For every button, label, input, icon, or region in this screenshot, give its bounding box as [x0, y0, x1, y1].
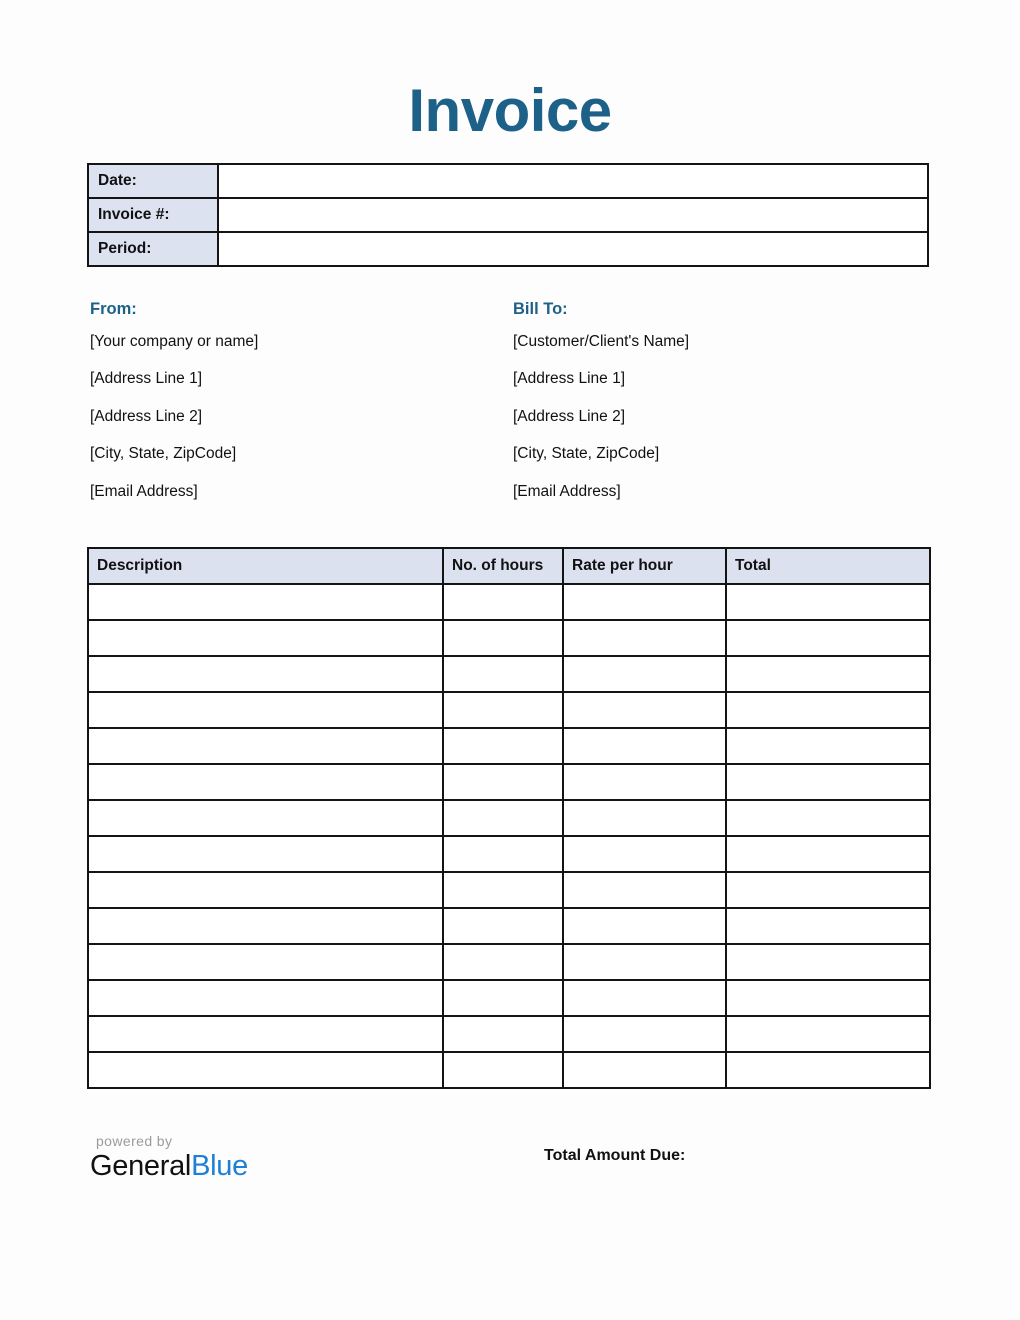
cell-rate[interactable] — [563, 764, 726, 800]
meta-label-invoice-number: Invoice #: — [88, 198, 218, 232]
column-header-total: Total — [726, 548, 930, 584]
from-line-address-2[interactable]: [Address Line 2] — [90, 407, 203, 425]
table-row — [88, 232, 928, 266]
bill-to-line-address-2[interactable]: [Address Line 2] — [513, 407, 626, 425]
page-title: Invoice — [408, 77, 612, 144]
cell-description[interactable] — [88, 800, 443, 836]
table-row — [88, 944, 930, 980]
table-row — [88, 584, 930, 620]
from-block — [88, 300, 509, 520]
bill-to-line-city-state-zip[interactable]: [City, State, ZipCode] — [513, 445, 660, 463]
cell-description[interactable] — [88, 836, 443, 872]
cell-hours[interactable] — [443, 836, 563, 872]
cell-hours[interactable] — [443, 800, 563, 836]
logo-word-general: General — [90, 1150, 192, 1183]
cell-total[interactable] — [726, 836, 930, 872]
bill-to-line-email[interactable]: [Email Address] — [513, 482, 621, 500]
cell-total[interactable] — [726, 584, 930, 620]
line-items-body — [88, 584, 930, 1088]
cell-description[interactable] — [88, 944, 443, 980]
cell-hours[interactable] — [443, 620, 563, 656]
bill-to-line-address-1[interactable]: [Address Line 1] — [513, 370, 626, 388]
cell-rate[interactable] — [563, 980, 726, 1016]
table-row — [88, 836, 930, 872]
cell-description[interactable] — [88, 584, 443, 620]
cell-hours[interactable] — [443, 584, 563, 620]
cell-total[interactable] — [726, 1052, 930, 1088]
cell-rate[interactable] — [563, 728, 726, 764]
table-row — [88, 800, 930, 836]
cell-rate[interactable] — [563, 620, 726, 656]
table-row — [88, 728, 930, 764]
meta-label-period: Period: — [88, 232, 218, 266]
cell-total[interactable] — [726, 1016, 930, 1052]
meta-value-date[interactable] — [218, 164, 928, 198]
cell-total[interactable] — [726, 944, 930, 980]
cell-hours[interactable] — [443, 872, 563, 908]
cell-total[interactable] — [726, 872, 930, 908]
table-row — [88, 692, 930, 728]
logo-powered-by-text: powered by — [96, 1133, 173, 1149]
cell-description[interactable] — [88, 620, 443, 656]
cell-hours[interactable] — [443, 728, 563, 764]
from-heading: From: — [90, 300, 137, 318]
from-line-city-state-zip[interactable]: [City, State, ZipCode] — [90, 445, 237, 463]
cell-rate[interactable] — [563, 944, 726, 980]
cell-rate[interactable] — [563, 872, 726, 908]
cell-rate[interactable] — [563, 1052, 726, 1088]
cell-total[interactable] — [726, 728, 930, 764]
cell-total[interactable] — [726, 800, 930, 836]
bill-to-heading: Bill To: — [513, 300, 568, 318]
table-row — [88, 198, 928, 232]
table-row — [88, 164, 928, 198]
table-row — [88, 656, 930, 692]
cell-total[interactable] — [726, 908, 930, 944]
meta-value-period[interactable] — [218, 232, 928, 266]
cell-hours[interactable] — [443, 908, 563, 944]
column-header-description: Description — [88, 548, 443, 584]
cell-hours[interactable] — [443, 1052, 563, 1088]
from-line-company[interactable]: [Your company or name] — [90, 332, 259, 350]
cell-rate[interactable] — [563, 836, 726, 872]
table-row — [88, 1016, 930, 1052]
column-header-hours: No. of hours — [443, 548, 563, 584]
invoice-meta-table — [87, 163, 929, 267]
cell-description[interactable] — [88, 728, 443, 764]
logo-wordmark — [90, 1150, 390, 1183]
cell-description[interactable] — [88, 872, 443, 908]
table-row — [88, 620, 930, 656]
table-row — [88, 872, 930, 908]
cell-description[interactable] — [88, 764, 443, 800]
cell-rate[interactable] — [563, 692, 726, 728]
table-row — [88, 1052, 930, 1088]
meta-label-date: Date: — [88, 164, 218, 198]
cell-hours[interactable] — [443, 692, 563, 728]
cell-description[interactable] — [88, 908, 443, 944]
cell-total[interactable] — [726, 692, 930, 728]
table-header-row — [88, 548, 930, 584]
table-row — [88, 980, 930, 1016]
cell-description[interactable] — [88, 1052, 443, 1088]
meta-value-invoice-number[interactable] — [218, 198, 928, 232]
cell-description[interactable] — [88, 656, 443, 692]
bill-to-block — [509, 300, 930, 520]
cell-hours[interactable] — [443, 980, 563, 1016]
line-items-table — [87, 547, 931, 1089]
cell-description[interactable] — [88, 692, 443, 728]
cell-total[interactable] — [726, 656, 930, 692]
cell-description[interactable] — [88, 980, 443, 1016]
general-blue-logo — [90, 1134, 390, 1184]
bill-to-line-name[interactable]: [Customer/Client's Name] — [513, 332, 690, 350]
cell-total[interactable] — [726, 980, 930, 1016]
total-amount-due-label: Total Amount Due: — [544, 1147, 686, 1164]
cell-rate[interactable] — [563, 1016, 726, 1052]
cell-hours[interactable] — [443, 656, 563, 692]
cell-total[interactable] — [726, 764, 930, 800]
cell-rate[interactable] — [563, 908, 726, 944]
cell-total[interactable] — [726, 620, 930, 656]
cell-hours[interactable] — [443, 764, 563, 800]
cell-hours[interactable] — [443, 1016, 563, 1052]
parties-section — [88, 300, 930, 520]
cell-hours[interactable] — [443, 944, 563, 980]
from-line-email[interactable]: [Email Address] — [90, 482, 198, 500]
cell-description[interactable] — [88, 1016, 443, 1052]
column-header-rate: Rate per hour — [563, 548, 726, 584]
logo-word-blue: Blue — [191, 1150, 248, 1183]
cell-rate[interactable] — [563, 584, 726, 620]
cell-rate[interactable] — [563, 800, 726, 836]
table-row — [88, 908, 930, 944]
from-line-address-1[interactable]: [Address Line 1] — [90, 370, 203, 388]
cell-rate[interactable] — [563, 656, 726, 692]
table-row — [88, 764, 930, 800]
